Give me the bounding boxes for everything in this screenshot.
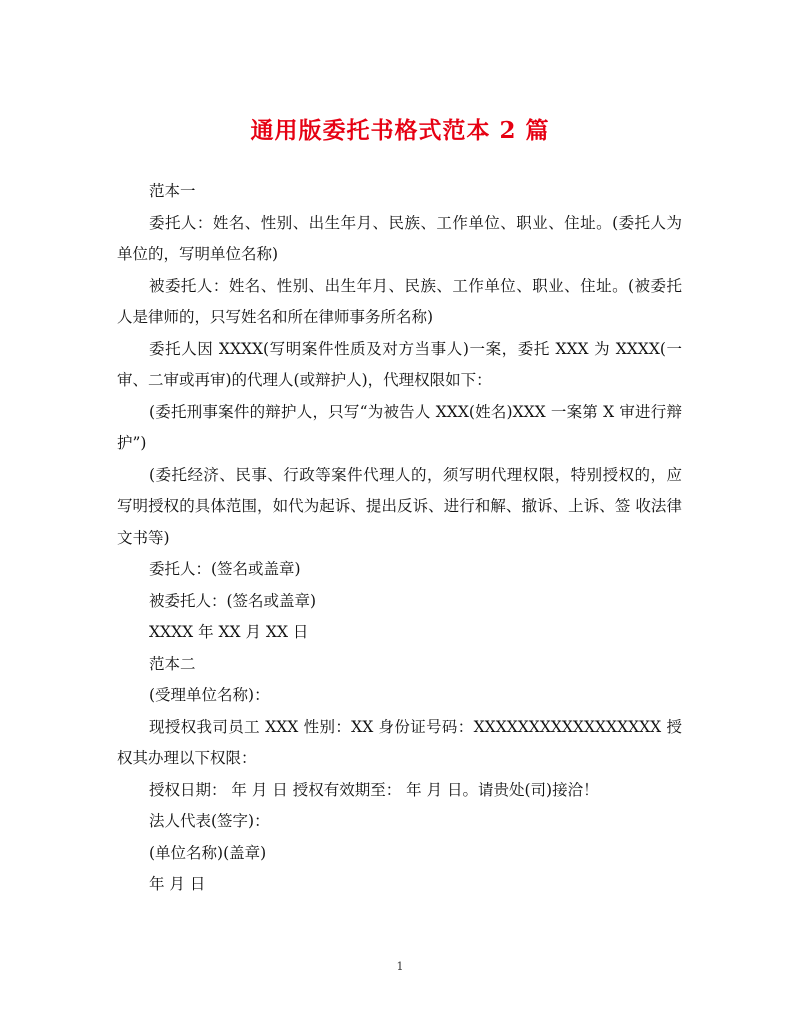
paragraph-date-1: XXXX 年 XX 月 XX 日 bbox=[149, 623, 309, 641]
paragraph-heading-template-2: 范本二 bbox=[149, 654, 196, 673]
paragraph-agent-signature: 被委托人：(签名或盖章) bbox=[149, 591, 317, 610]
paragraph-civil-agency-note: (委托经济、民事、行政等案件代理人的，须写明代理权限，特别授权的，应写明授权的具体范围，如代为起诉、提出反诉、进行和解、撤诉、上诉、签 收法律文书等) bbox=[117, 465, 682, 547]
paragraph-authorization: 现授权我司员工 XXX 性别：XX 身份证号码：XXXXXXXXXXXXXXXXX 授权其办理以下权限： bbox=[117, 717, 682, 767]
paragraph-legal-representative: 法人代表(签字)： bbox=[149, 812, 270, 830]
paragraph-authorization-dates: 授权日期： 年 月 日 授权有效期至： 年 月 日。请贵处(司)接洽！ bbox=[149, 780, 599, 799]
page-number: 1 bbox=[396, 960, 404, 973]
paragraph-case-delegation: 委托人因 XXXX(写明案件性质及对方当事人)一案，委托 XXX 为 XXXX(一审、二审或再审)的代理人(或辩护人)，代理权限如下： bbox=[117, 339, 682, 389]
paragraph-criminal-defense-note: (委托刑事案件的辩护人，只写“为被告人 XXX(姓名)XXX 一案第 X 审进行辩护”) bbox=[117, 402, 682, 452]
paragraph-unit-seal: (单位名称)(盖章) bbox=[149, 843, 267, 862]
paragraph-agent: 被委托人：姓名、性别、出生年月、民族、工作单位、职业、住址。(被委托人是律师的，只写姓名和所在律师事务所名称) bbox=[117, 276, 682, 326]
document-body bbox=[117, 176, 682, 901]
paragraph-principal: 委托人：姓名、性别、出生年月、民族、工作单位、职业、住址。(委托人为单位的，写明单位名称) bbox=[117, 213, 682, 263]
paragraph-receiving-unit: (受理单位名称)： bbox=[149, 686, 270, 704]
paragraph-principal-signature: 委托人：(签名或盖章) bbox=[149, 560, 301, 578]
paragraph-heading-template-1: 范本一 bbox=[149, 182, 196, 200]
paragraph-date-2: 年 月 日 bbox=[149, 875, 206, 893]
document-title: 通用版委托书格式范本 2 篇 bbox=[250, 117, 550, 144]
